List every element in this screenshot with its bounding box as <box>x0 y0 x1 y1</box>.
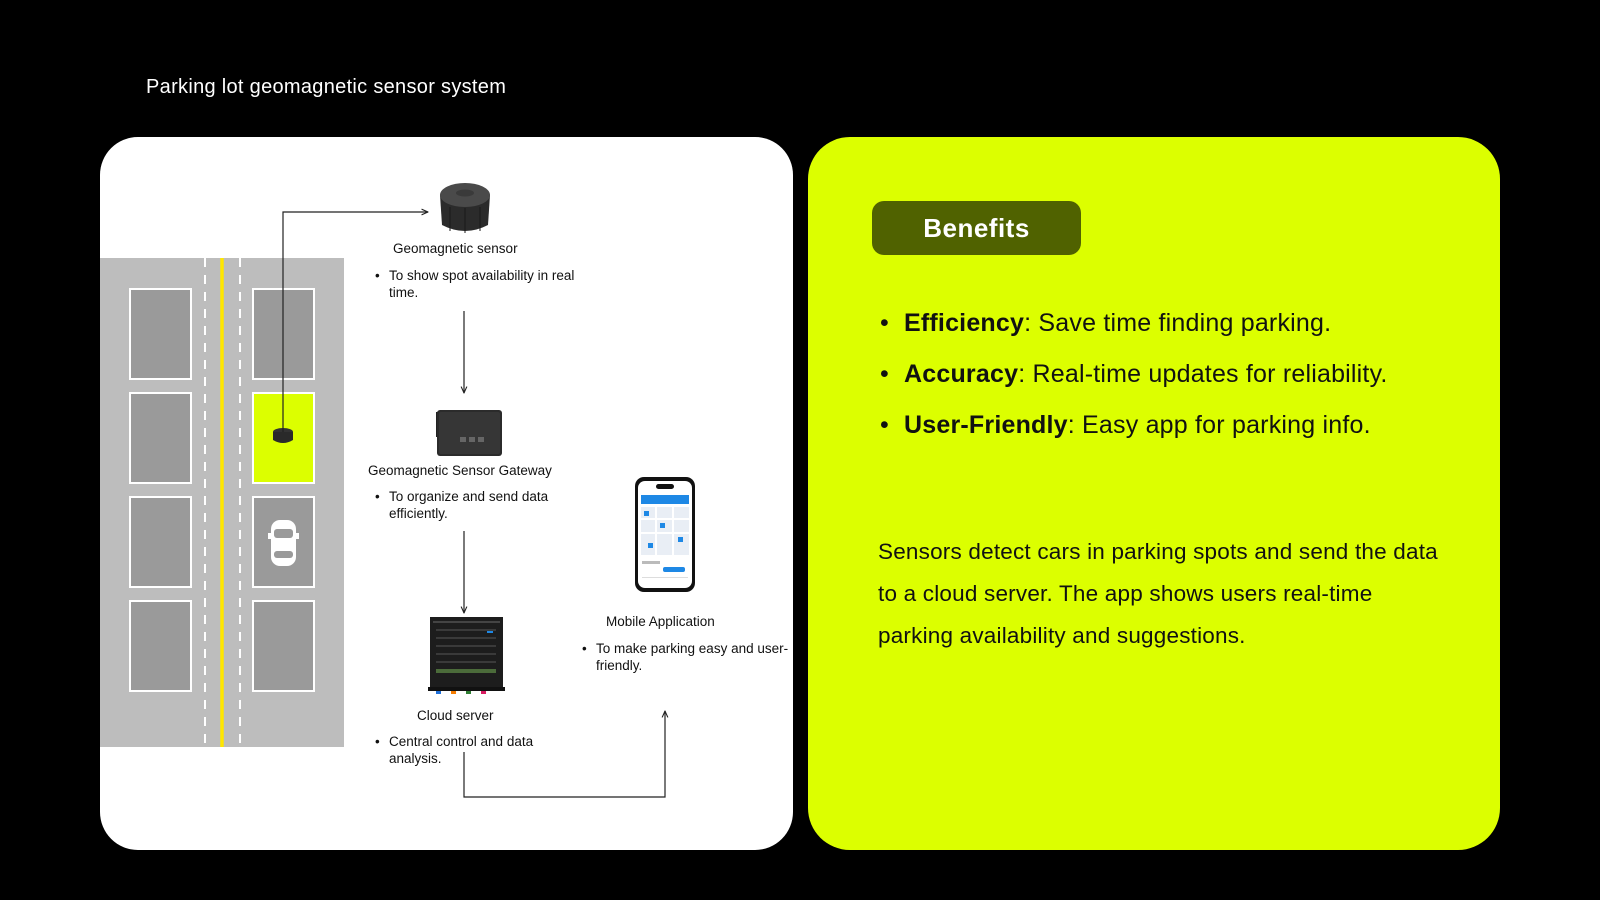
gateway-device-icon <box>437 410 502 456</box>
benefits-summary: Sensors detect cars in parking spots and send the data to a cloud server. The app shows users real-time parking availability and suggestions. <box>878 539 1438 648</box>
bullet-icon: • <box>880 309 889 337</box>
benefit-term: User-Friendly <box>904 411 1068 439</box>
parking-spot <box>130 497 191 587</box>
cloud-server-icon <box>428 617 505 694</box>
benefit-text: : Real-time updates for reliability. <box>1018 360 1388 388</box>
benefit-term: Accuracy <box>904 360 1019 388</box>
mobile-phone-icon <box>635 477 695 592</box>
parking-spot <box>253 601 314 691</box>
gateway-title: Geomagnetic Sensor Gateway <box>368 463 552 478</box>
benefit-item-efficiency <box>880 309 1331 338</box>
bullet-icon: • <box>880 360 889 388</box>
gateway-description: • To organize and send data efficiently. <box>375 488 589 522</box>
benefits-card <box>808 137 1500 850</box>
parking-spot <box>130 601 191 691</box>
sensor-description: • To show spot availability in real time. <box>375 267 575 301</box>
benefits-badge: Benefits <box>872 201 1081 255</box>
page-title: Parking lot geomagnetic sensor system <box>146 76 507 98</box>
geomagnetic-sensor-icon <box>440 183 490 233</box>
mobile-app-title: Mobile Application <box>606 614 715 629</box>
benefit-item-user-friendly <box>880 411 1371 440</box>
parking-spot <box>130 289 191 379</box>
parking-spot <box>130 393 191 483</box>
parking-lot-map <box>100 258 344 747</box>
system-diagram-card <box>100 137 793 850</box>
bullet-icon: • <box>880 411 889 439</box>
cloud-server-title: Cloud server <box>417 708 494 723</box>
car-icon <box>268 520 299 566</box>
sensor-title: Geomagnetic sensor <box>393 241 518 256</box>
benefit-item-accuracy <box>880 360 1388 389</box>
benefit-text: : Easy app for parking info. <box>1067 411 1371 439</box>
benefit-term: Efficiency <box>904 309 1025 337</box>
cloud-server-description: • Central control and data analysis. <box>375 733 575 767</box>
mobile-app-description: • To make parking easy and user-friendly. <box>582 640 793 674</box>
benefit-text: : Save time finding parking. <box>1024 309 1332 337</box>
